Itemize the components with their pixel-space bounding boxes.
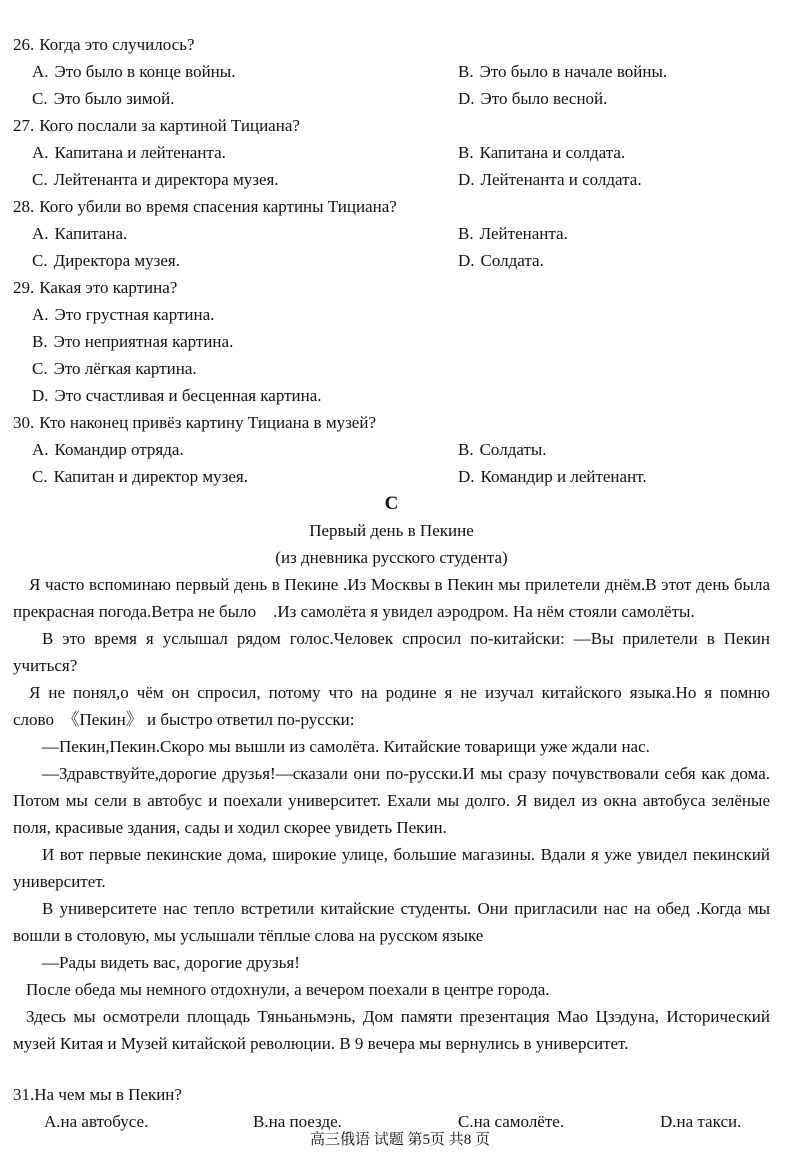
question-number: 29. [13,278,35,297]
option-d [458,247,770,274]
option-label: A. [32,224,49,243]
option-text: Капитана. [54,224,128,243]
option-label: B. [458,62,474,81]
option-b [458,436,770,463]
option-label: C. [32,359,48,378]
option-text: Лейтенанта и директора музея. [53,170,279,189]
option-text: Это лёгкая картина. [53,359,197,378]
option-label: C. [32,170,48,189]
option-b [32,328,770,355]
option-text: Это было зимой. [53,89,175,108]
option-label: D. [458,467,475,486]
option-text: Это неприятная картина. [53,332,234,351]
option-text: Капитан и директор музея. [53,467,248,486]
question-29-options [13,301,770,409]
question-30-options [13,436,770,490]
question-31-line [13,1081,770,1108]
question-30 [13,409,770,490]
question-number: 27. [13,116,35,135]
question-26-options [13,58,770,112]
option-label: A. [32,143,49,162]
question-number: 28. [13,197,35,216]
option-a [32,220,458,247]
option-d [458,85,770,112]
passage-paragraph: —Здравствуйте,дорогие друзья!—сказали они по-русски.И мы сразу почувствовали себя как дома. Потом мы сели в автобус и поехали университет. Ехали мы долго. Я видел из окна автобуса зелёные поля, красивые здания, сады и ходил скорее увидеть Пекин. [13,764,770,837]
option-text: Лейтенанта. [479,224,568,243]
option-label: B. [458,440,474,459]
passage-paragraph: Я не понял,о чём он спросил, потому что на родине я не изучал китайского языка.Но я помню слово 《Пекин》 и быстро ответил по-русски: [13,683,770,729]
option-c [32,355,770,382]
option-d [458,463,770,490]
passage-paragraph: —Пекин,Пекин.Скоро мы вышли из самолёта. Китайские товарищи уже ждали нас. [42,737,650,756]
passage-paragraph: В это время я услышал рядом голос.Человек спросил по-китайски: —Вы прилетели в Пекин учиться? [13,629,770,675]
question-text: Кто наконец привёз картину Тициана в музей? [39,413,376,432]
option-text: Директора музея. [53,251,180,270]
option-label: A. [32,305,49,324]
passage-paragraph: И вот первые пекинские дома, широкие улице, большие магазины. Вдали я уже увидел пекинский университет. [13,845,770,891]
option-text: Это было в начале войны. [479,62,668,81]
passage-title: Первый день в Пекине [309,521,474,540]
question-number: 26. [13,35,35,54]
question-26-line [13,31,770,58]
option-text: Солдаты. [479,440,547,459]
question-text: Какая это картина? [39,278,178,297]
option-text: Это счастливая и бесценная картина. [54,386,322,405]
question-27-options [13,139,770,193]
option-a [32,301,770,328]
question-text: Когда это случилось? [39,35,195,54]
option-a [32,436,458,463]
option-text: Солдата. [480,251,544,270]
option-text: Это было в конце войны. [54,62,236,81]
section-c-letter: C [384,493,399,514]
option-text: Командир отряда. [54,440,184,459]
option-text: на поезде. [268,1112,342,1131]
option-text: на автобусе. [60,1112,149,1131]
option-label: B. [458,143,474,162]
option-label: D. [458,170,475,189]
option-label: A. [32,440,49,459]
question-number: 31. [13,1085,35,1104]
page-footer: 高三俄语 试题 第5页 共8 页 [309,1132,490,1148]
option-label: B. [253,1112,269,1131]
question-number: 30. [13,413,35,432]
option-a [32,58,458,85]
option-text: Командир и лейтенант. [480,467,647,486]
passage-paragraph: В университете нас тепло встретили китайские студенты. Они пригласили нас на обед .Когда мы вошли в столовую, мы услышали тёплые слова на русском языке [13,899,770,945]
passage-paragraph: —Рады видеть вас, дорогие друзья! [42,953,300,972]
passage-paragraph: Я часто вспоминаю первый день в Пекине .Из Москвы в Пекин мы прилетели днём.В этот день была прекрасная погода.Ветра не было .Из самолёта я увидел аэродром. На нём стояли самолёты. [13,575,770,621]
option-d [458,166,770,193]
option-label: B. [32,332,48,351]
question-28-options [13,220,770,274]
option-label: C. [458,1112,474,1131]
option-text: на самолёте. [473,1112,565,1131]
question-28 [13,193,770,274]
option-text: Это грустная картина. [54,305,215,324]
option-label: C. [32,467,48,486]
question-text: Кого убили во время спасения картины Тициана? [39,197,397,216]
question-29-line [13,274,770,301]
question-27-line [13,112,770,139]
reading-passage [13,571,770,1057]
option-text: Это было весной. [480,89,608,108]
question-text: Кого послали за картиной Тициана? [39,116,300,135]
option-c [32,85,458,112]
option-label: D. [32,386,49,405]
question-30-line [13,409,770,436]
option-d [32,382,770,409]
option-c [32,463,458,490]
option-text: Капитана и лейтенанта. [54,143,226,162]
question-29 [13,274,770,409]
passage-paragraph: Здесь мы осмотрели площадь Тяньаньмэнь, Дом памяти презентация Мао Цзэдуна, Исторический музей Китая и Музей китайской революции. В 9 вечера мы вернулись в университет. [13,1007,770,1053]
question-27 [13,112,770,193]
option-b [458,139,770,166]
passage-subtitle: (из дневника русского студента) [275,548,508,567]
option-label: D. [458,251,475,270]
question-28-line [13,193,770,220]
passage-paragraph: После обеда мы немного отдохнули, а вечером поехали в центре города. [26,980,550,999]
question-text: На чем мы в Пекин? [34,1085,182,1104]
option-label: A. [44,1112,61,1131]
option-a [32,139,458,166]
option-label: D. [660,1112,677,1131]
option-text: на такси. [676,1112,742,1131]
option-text: Лейтенанта и солдата. [480,170,642,189]
option-label: B. [458,224,474,243]
option-c [32,166,458,193]
option-label: C. [32,89,48,108]
option-label: A. [32,62,49,81]
option-b [458,58,770,85]
option-text: Капитана и солдата. [479,143,626,162]
option-b [458,220,770,247]
option-c [32,247,458,274]
option-label: D. [458,89,475,108]
option-label: C. [32,251,48,270]
question-26 [13,31,770,112]
